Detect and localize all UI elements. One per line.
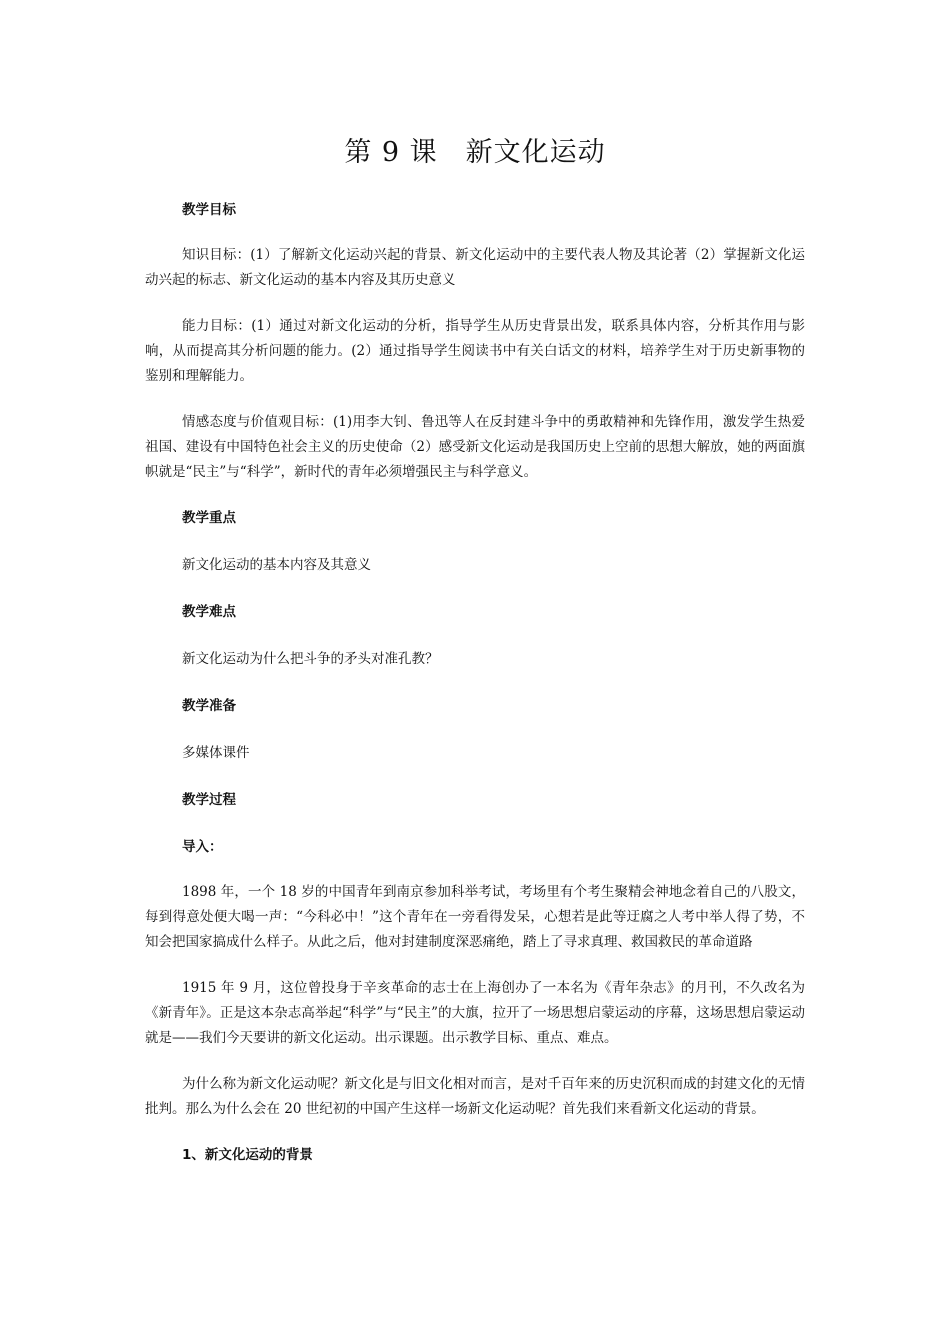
difficulty-text: 新文化运动为什么把斗争的矛头对准孔教？ xyxy=(182,651,439,667)
intro-paragraph-1: 1898 年，一个 18 岁的中国青年到南京参加科举考试，考场里有个考生聚精会神地念着自己的八股文，每到得意处便大喝一声：“今科必中！”这个青年在一旁看得发呆，心想若是此等迂腐之人考中举人得了势，不知会把国家搞成什么样子。从此之后，他对封建制度深恶痛绝，踏上了寻求真理、救国救民的革命道路 xyxy=(145,884,805,950)
prep-text: 多媒体课件 xyxy=(182,745,250,761)
section-1-heading: 1、新文化运动的背景 xyxy=(182,1147,313,1163)
goals-heading: 教学目标 xyxy=(182,202,236,218)
intro-paragraph-2: 1915 年 9 月，这位曾投身于辛亥革命的志士在上海创办了一本名为《青年杂志》的月刊，不久改名为《新青年》。正是这本杂志高举起“科学”与“民主”的大旗，拉开了一场思想启蒙运动的序幕，这场思想启蒙运动就是——我们今天要讲的新文化运动。出示课题。出示教学目标、重点、难点。 xyxy=(145,980,805,1046)
prep-heading: 教学准备 xyxy=(182,698,236,714)
difficulty-heading: 教学难点 xyxy=(182,604,236,620)
process-heading: 教学过程 xyxy=(182,792,236,808)
key-text: 新文化运动的基本内容及其意义 xyxy=(182,557,371,573)
intro-heading: 导入： xyxy=(182,839,223,855)
ability-goal: 能力目标：(1）通过对新文化运动的分析，指导学生从历史背景出发，联系具体内容，分析其作用与影响，从而提高其分析问题的能力。(2）通过指导学生阅读书中有关白话文的材料，培养学生对于历史新事物的鉴别和理解能力。 xyxy=(145,318,805,384)
intro-paragraph-3: 为什么称为新文化运动呢？新文化是与旧文化相对而言，是对千百年来的历史沉积而成的封建文化的无情批判。那么为什么会在 20 世纪初的中国产生这样一场新文化运动呢？首先我们来看新文化运动的背景。 xyxy=(145,1076,805,1117)
key-heading: 教学重点 xyxy=(182,510,236,526)
emotion-goal: 情感态度与价值观目标：(1)用李大钊、鲁迅等人在反封建斗争中的勇敢精神和先锋作用，激发学生热爱祖国、建设有中国特色社会主义的历史使命（2）感受新文化运动是我国历史上空前的思想大解放，她的两面旗帜就是“民主”与“科学”，新时代的青年必须增强民主与科学意义。 xyxy=(145,414,805,480)
knowledge-goal: 知识目标：(1）了解新文化运动兴起的背景、新文化运动中的主要代表人物及其论著（2）掌握新文化运动兴起的标志、新文化运动的基本内容及其历史意义 xyxy=(145,247,805,288)
page-title: 第 9 课 新文化运动 xyxy=(344,137,606,168)
document-body xyxy=(145,198,805,1167)
